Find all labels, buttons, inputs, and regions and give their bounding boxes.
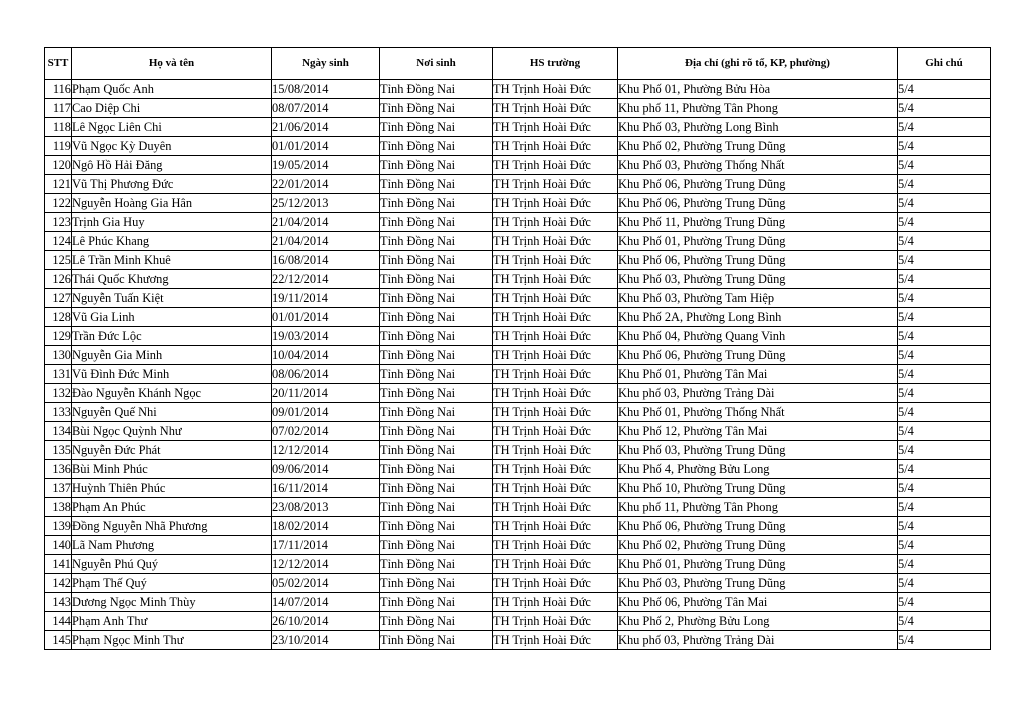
cell-school: TH Trịnh Hoài Đức — [493, 536, 618, 555]
cell-note: 5/4 — [898, 460, 991, 479]
cell-note: 5/4 — [898, 384, 991, 403]
cell-address: Khu Phố 03, Phường Thống Nhất — [618, 156, 898, 175]
cell-note: 5/4 — [898, 346, 991, 365]
table-row — [45, 631, 991, 650]
cell-address: Khu phố 11, Phường Tân Phong — [618, 99, 898, 118]
cell-school: TH Trịnh Hoài Đức — [493, 593, 618, 612]
cell-birth-date: 19/03/2014 — [272, 327, 380, 346]
cell-stt: 129 — [45, 327, 72, 346]
cell-birth-date: 22/01/2014 — [272, 175, 380, 194]
table-row — [45, 555, 991, 574]
table-row — [45, 213, 991, 232]
table-header-row — [45, 48, 991, 80]
cell-stt: 126 — [45, 270, 72, 289]
cell-full-name: Cao Diệp Chi — [72, 99, 272, 118]
table-row — [45, 536, 991, 555]
cell-note: 5/4 — [898, 175, 991, 194]
cell-full-name: Lê Ngọc Liên Chi — [72, 118, 272, 137]
cell-full-name: Phạm Thế Quý — [72, 574, 272, 593]
cell-note: 5/4 — [898, 99, 991, 118]
cell-school: TH Trịnh Hoài Đức — [493, 422, 618, 441]
cell-address: Khu Phố 01, Phường Trung Dũng — [618, 555, 898, 574]
cell-birth-place: Tỉnh Đồng Nai — [380, 631, 493, 650]
cell-note: 5/4 — [898, 118, 991, 137]
cell-stt: 138 — [45, 498, 72, 517]
cell-note: 5/4 — [898, 479, 991, 498]
cell-birth-place: Tỉnh Đồng Nai — [380, 156, 493, 175]
table-row — [45, 365, 991, 384]
table-row — [45, 194, 991, 213]
cell-birth-place: Tỉnh Đồng Nai — [380, 612, 493, 631]
cell-birth-place: Tỉnh Đồng Nai — [380, 232, 493, 251]
cell-stt: 123 — [45, 213, 72, 232]
cell-stt: 120 — [45, 156, 72, 175]
header-note: Ghi chú — [898, 48, 991, 80]
cell-school: TH Trịnh Hoài Đức — [493, 346, 618, 365]
cell-birth-date: 22/12/2014 — [272, 270, 380, 289]
cell-birth-date: 19/05/2014 — [272, 156, 380, 175]
cell-birth-place: Tỉnh Đồng Nai — [380, 365, 493, 384]
cell-stt: 141 — [45, 555, 72, 574]
cell-full-name: Lê Trần Minh Khuê — [72, 251, 272, 270]
cell-school: TH Trịnh Hoài Đức — [493, 232, 618, 251]
cell-address: Khu phố 03, Phường Trảng Dài — [618, 384, 898, 403]
cell-full-name: Trần Đức Lộc — [72, 327, 272, 346]
cell-stt: 134 — [45, 422, 72, 441]
cell-note: 5/4 — [898, 194, 991, 213]
cell-birth-date: 25/12/2013 — [272, 194, 380, 213]
cell-full-name: Phạm Ngọc Minh Thư — [72, 631, 272, 650]
cell-birth-date: 12/12/2014 — [272, 555, 380, 574]
table-row — [45, 517, 991, 536]
cell-note: 5/4 — [898, 232, 991, 251]
cell-full-name: Phạm An Phúc — [72, 498, 272, 517]
cell-note: 5/4 — [898, 270, 991, 289]
cell-address: Khu Phố 06, Phường Trung Dũng — [618, 517, 898, 536]
cell-address: Khu Phố 06, Phường Trung Dũng — [618, 175, 898, 194]
cell-school: TH Trịnh Hoài Đức — [493, 384, 618, 403]
cell-birth-place: Tỉnh Đồng Nai — [380, 536, 493, 555]
cell-stt: 124 — [45, 232, 72, 251]
cell-address: Khu Phố 06, Phường Trung Dũng — [618, 251, 898, 270]
cell-full-name: Đào Nguyễn Khánh Ngọc — [72, 384, 272, 403]
table-row — [45, 460, 991, 479]
cell-full-name: Lã Nam Phương — [72, 536, 272, 555]
cell-school: TH Trịnh Hoài Đức — [493, 308, 618, 327]
cell-school: TH Trịnh Hoài Đức — [493, 460, 618, 479]
cell-full-name: Nguyễn Đức Phát — [72, 441, 272, 460]
cell-address: Khu Phố 02, Phường Trung Dũng — [618, 137, 898, 156]
cell-full-name: Trịnh Gia Huy — [72, 213, 272, 232]
cell-birth-place: Tỉnh Đồng Nai — [380, 384, 493, 403]
cell-stt: 132 — [45, 384, 72, 403]
cell-school: TH Trịnh Hoài Đức — [493, 555, 618, 574]
cell-full-name: Lê Phúc Khang — [72, 232, 272, 251]
cell-school: TH Trịnh Hoài Đức — [493, 612, 618, 631]
cell-full-name: Đồng Nguyễn Nhã Phương — [72, 517, 272, 536]
cell-birth-date: 01/01/2014 — [272, 137, 380, 156]
cell-full-name: Vũ Ngọc Kỳ Duyên — [72, 137, 272, 156]
cell-birth-place: Tỉnh Đồng Nai — [380, 327, 493, 346]
cell-birth-date: 19/11/2014 — [272, 289, 380, 308]
cell-stt: 139 — [45, 517, 72, 536]
cell-full-name: Nguyễn Quế Nhi — [72, 403, 272, 422]
cell-school: TH Trịnh Hoài Đức — [493, 137, 618, 156]
cell-birth-date: 20/11/2014 — [272, 384, 380, 403]
cell-note: 5/4 — [898, 80, 991, 99]
table-row — [45, 270, 991, 289]
cell-stt: 116 — [45, 80, 72, 99]
cell-address: Khu Phố 01, Phường Tân Mai — [618, 365, 898, 384]
cell-note: 5/4 — [898, 308, 991, 327]
cell-address: Khu Phố 03, Phường Trung Dũng — [618, 441, 898, 460]
cell-stt: 128 — [45, 308, 72, 327]
cell-full-name: Bùi Minh Phúc — [72, 460, 272, 479]
cell-birth-place: Tỉnh Đồng Nai — [380, 498, 493, 517]
table-row — [45, 289, 991, 308]
cell-note: 5/4 — [898, 574, 991, 593]
cell-note: 5/4 — [898, 422, 991, 441]
cell-school: TH Trịnh Hoài Đức — [493, 194, 618, 213]
cell-birth-place: Tỉnh Đồng Nai — [380, 574, 493, 593]
cell-birth-place: Tỉnh Đồng Nai — [380, 213, 493, 232]
cell-address: Khu Phố 06, Phường Trung Dũng — [618, 194, 898, 213]
cell-stt: 135 — [45, 441, 72, 460]
cell-school: TH Trịnh Hoài Đức — [493, 270, 618, 289]
cell-full-name: Vũ Thị Phương Đức — [72, 175, 272, 194]
cell-stt: 118 — [45, 118, 72, 137]
table-row — [45, 137, 991, 156]
table-row — [45, 118, 991, 137]
cell-stt: 143 — [45, 593, 72, 612]
cell-address: Khu Phố 11, Phường Trung Dũng — [618, 213, 898, 232]
cell-stt: 127 — [45, 289, 72, 308]
cell-birth-place: Tỉnh Đồng Nai — [380, 460, 493, 479]
cell-school: TH Trịnh Hoài Đức — [493, 80, 618, 99]
cell-full-name: Vũ Gia Linh — [72, 308, 272, 327]
cell-note: 5/4 — [898, 365, 991, 384]
cell-stt: 137 — [45, 479, 72, 498]
cell-birth-place: Tỉnh Đồng Nai — [380, 517, 493, 536]
cell-note: 5/4 — [898, 631, 991, 650]
table-row — [45, 346, 991, 365]
cell-address: Khu Phố 4, Phường Bửu Long — [618, 460, 898, 479]
header-stt: STT — [45, 48, 72, 80]
cell-birth-date: 05/02/2014 — [272, 574, 380, 593]
cell-address: Khu Phố 03, Phường Trung Dũng — [618, 574, 898, 593]
header-school: HS trường — [493, 48, 618, 80]
cell-school: TH Trịnh Hoài Đức — [493, 99, 618, 118]
cell-school: TH Trịnh Hoài Đức — [493, 289, 618, 308]
cell-school: TH Trịnh Hoài Đức — [493, 631, 618, 650]
cell-school: TH Trịnh Hoài Đức — [493, 327, 618, 346]
cell-birth-place: Tỉnh Đồng Nai — [380, 137, 493, 156]
table-row — [45, 574, 991, 593]
cell-note: 5/4 — [898, 498, 991, 517]
table-row — [45, 251, 991, 270]
cell-birth-date: 16/08/2014 — [272, 251, 380, 270]
cell-birth-place: Tỉnh Đồng Nai — [380, 270, 493, 289]
cell-school: TH Trịnh Hoài Đức — [493, 574, 618, 593]
cell-birth-place: Tỉnh Đồng Nai — [380, 175, 493, 194]
cell-birth-date: 21/06/2014 — [272, 118, 380, 137]
cell-birth-date: 26/10/2014 — [272, 612, 380, 631]
table-row — [45, 308, 991, 327]
header-birth-date: Ngày sinh — [272, 48, 380, 80]
cell-birth-place: Tỉnh Đồng Nai — [380, 593, 493, 612]
cell-school: TH Trịnh Hoài Đức — [493, 517, 618, 536]
cell-full-name: Phạm Quốc Anh — [72, 80, 272, 99]
cell-address: Khu Phố 2, Phường Bửu Long — [618, 612, 898, 631]
table-row — [45, 384, 991, 403]
cell-stt: 136 — [45, 460, 72, 479]
header-full-name: Họ và tên — [72, 48, 272, 80]
cell-note: 5/4 — [898, 213, 991, 232]
cell-birth-place: Tỉnh Đồng Nai — [380, 403, 493, 422]
table-row — [45, 99, 991, 118]
cell-birth-place: Tỉnh Đồng Nai — [380, 118, 493, 137]
cell-birth-place: Tỉnh Đồng Nai — [380, 308, 493, 327]
header-birth-place: Nơi sinh — [380, 48, 493, 80]
cell-school: TH Trịnh Hoài Đức — [493, 441, 618, 460]
cell-address: Khu Phố 01, Phường Trung Dũng — [618, 232, 898, 251]
cell-full-name: Vũ Đình Đức Minh — [72, 365, 272, 384]
table-row — [45, 403, 991, 422]
cell-full-name: Thái Quốc Khương — [72, 270, 272, 289]
cell-school: TH Trịnh Hoài Đức — [493, 498, 618, 517]
table-row — [45, 175, 991, 194]
cell-note: 5/4 — [898, 156, 991, 175]
cell-note: 5/4 — [898, 441, 991, 460]
cell-school: TH Trịnh Hoài Đức — [493, 175, 618, 194]
cell-full-name: Nguyễn Hoàng Gia Hân — [72, 194, 272, 213]
cell-birth-place: Tỉnh Đồng Nai — [380, 479, 493, 498]
cell-address: Khu Phố 10, Phường Trung Dũng — [618, 479, 898, 498]
cell-birth-place: Tỉnh Đồng Nai — [380, 251, 493, 270]
cell-birth-date: 07/02/2014 — [272, 422, 380, 441]
table-row — [45, 593, 991, 612]
cell-note: 5/4 — [898, 137, 991, 156]
header-address: Địa chỉ (ghi rõ tổ, KP, phường) — [618, 48, 898, 80]
cell-birth-date: 12/12/2014 — [272, 441, 380, 460]
cell-address: Khu Phố 01, Phường Bửu Hòa — [618, 80, 898, 99]
cell-stt: 122 — [45, 194, 72, 213]
cell-note: 5/4 — [898, 403, 991, 422]
cell-address: Khu Phố 2A, Phường Long Bình — [618, 308, 898, 327]
cell-birth-place: Tỉnh Đồng Nai — [380, 555, 493, 574]
cell-birth-date: 15/08/2014 — [272, 80, 380, 99]
cell-school: TH Trịnh Hoài Đức — [493, 251, 618, 270]
cell-stt: 131 — [45, 365, 72, 384]
cell-school: TH Trịnh Hoài Đức — [493, 213, 618, 232]
cell-address: Khu Phố 03, Phường Trung Dũng — [618, 270, 898, 289]
student-roster-table — [44, 47, 991, 650]
table-body — [45, 80, 991, 650]
cell-address: Khu phố 03, Phường Trảng Dài — [618, 631, 898, 650]
cell-birth-date: 17/11/2014 — [272, 536, 380, 555]
cell-address: Khu Phố 06, Phường Trung Dũng — [618, 346, 898, 365]
cell-birth-date: 09/06/2014 — [272, 460, 380, 479]
cell-note: 5/4 — [898, 251, 991, 270]
cell-birth-place: Tỉnh Đồng Nai — [380, 289, 493, 308]
cell-note: 5/4 — [898, 517, 991, 536]
cell-birth-date: 23/10/2014 — [272, 631, 380, 650]
cell-birth-date: 16/11/2014 — [272, 479, 380, 498]
cell-full-name: Ngô Hồ Hải Đăng — [72, 156, 272, 175]
cell-full-name: Nguyễn Phú Quý — [72, 555, 272, 574]
cell-note: 5/4 — [898, 327, 991, 346]
cell-full-name: Nguyễn Tuấn Kiệt — [72, 289, 272, 308]
table-row — [45, 441, 991, 460]
cell-birth-place: Tỉnh Đồng Nai — [380, 99, 493, 118]
cell-note: 5/4 — [898, 536, 991, 555]
cell-birth-place: Tỉnh Đồng Nai — [380, 80, 493, 99]
cell-full-name: Nguyễn Gia Minh — [72, 346, 272, 365]
cell-birth-date: 10/04/2014 — [272, 346, 380, 365]
cell-birth-date: 09/01/2014 — [272, 403, 380, 422]
table-row — [45, 479, 991, 498]
cell-school: TH Trịnh Hoài Đức — [493, 365, 618, 384]
cell-school: TH Trịnh Hoài Đức — [493, 118, 618, 137]
cell-stt: 133 — [45, 403, 72, 422]
table-row — [45, 232, 991, 251]
cell-stt: 140 — [45, 536, 72, 555]
cell-address: Khu Phố 02, Phường Trung Dũng — [618, 536, 898, 555]
cell-stt: 130 — [45, 346, 72, 365]
cell-birth-date: 01/01/2014 — [272, 308, 380, 327]
table-row — [45, 327, 991, 346]
cell-stt: 117 — [45, 99, 72, 118]
cell-birth-date: 18/02/2014 — [272, 517, 380, 536]
cell-school: TH Trịnh Hoài Đức — [493, 403, 618, 422]
cell-address: Khu Phố 06, Phường Tân Mai — [618, 593, 898, 612]
cell-stt: 121 — [45, 175, 72, 194]
cell-address: Khu phố 11, Phường Tân Phong — [618, 498, 898, 517]
cell-birth-place: Tỉnh Đồng Nai — [380, 346, 493, 365]
table-row — [45, 422, 991, 441]
cell-school: TH Trịnh Hoài Đức — [493, 479, 618, 498]
cell-address: Khu Phố 04, Phường Quang Vinh — [618, 327, 898, 346]
cell-stt: 119 — [45, 137, 72, 156]
cell-address: Khu Phố 12, Phường Tân Mai — [618, 422, 898, 441]
cell-full-name: Phạm Anh Thư — [72, 612, 272, 631]
cell-address: Khu Phố 03, Phường Long Bình — [618, 118, 898, 137]
cell-stt: 144 — [45, 612, 72, 631]
cell-birth-date: 21/04/2014 — [272, 213, 380, 232]
cell-stt: 145 — [45, 631, 72, 650]
cell-note: 5/4 — [898, 593, 991, 612]
table-row — [45, 156, 991, 175]
cell-full-name: Bùi Ngọc Quỳnh Như — [72, 422, 272, 441]
cell-full-name: Huỳnh Thiên Phúc — [72, 479, 272, 498]
cell-birth-date: 08/06/2014 — [272, 365, 380, 384]
table-row — [45, 498, 991, 517]
cell-school: TH Trịnh Hoài Đức — [493, 156, 618, 175]
cell-birth-date: 21/04/2014 — [272, 232, 380, 251]
cell-birth-date: 14/07/2014 — [272, 593, 380, 612]
cell-stt: 142 — [45, 574, 72, 593]
cell-note: 5/4 — [898, 555, 991, 574]
cell-note: 5/4 — [898, 612, 991, 631]
cell-birth-place: Tỉnh Đồng Nai — [380, 422, 493, 441]
cell-address: Khu Phố 01, Phường Thống Nhất — [618, 403, 898, 422]
cell-birth-date: 23/08/2013 — [272, 498, 380, 517]
cell-stt: 125 — [45, 251, 72, 270]
cell-birth-place: Tỉnh Đồng Nai — [380, 194, 493, 213]
cell-full-name: Dương Ngọc Minh Thùy — [72, 593, 272, 612]
cell-birth-date: 08/07/2014 — [272, 99, 380, 118]
cell-birth-place: Tỉnh Đồng Nai — [380, 441, 493, 460]
table-row — [45, 612, 991, 631]
cell-note: 5/4 — [898, 289, 991, 308]
table-row — [45, 80, 991, 99]
cell-address: Khu Phố 03, Phường Tam Hiệp — [618, 289, 898, 308]
